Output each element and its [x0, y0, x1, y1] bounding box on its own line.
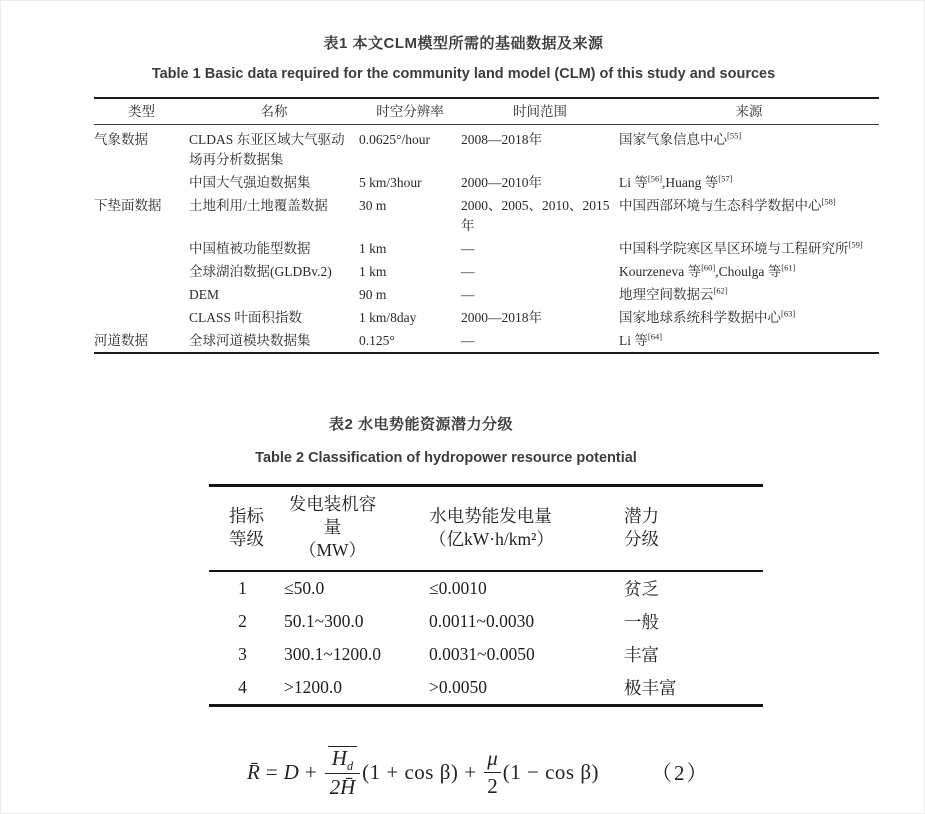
citation-ref: [59] [848, 239, 863, 250]
equals-sign: = [265, 759, 278, 784]
citation-ref: [55] [727, 130, 742, 141]
table-row [94, 194, 879, 237]
cell-capacity: >1200.0 [284, 677, 342, 697]
cell-generation: ≤0.0010 [429, 578, 487, 598]
table1-caption-zh: 表1 本文CLM模型所需的基础数据及来源 [323, 35, 604, 52]
cell-source: Kourzeneva 等[60],Choulga 等[61] [619, 262, 796, 279]
cell-name: 土地利用/土地覆盖数据 [189, 198, 328, 213]
cell-name: DEM [189, 287, 219, 302]
table-row [94, 306, 879, 329]
cell-source: 中国科学院寒区旱区环境与工程研究所[59] [619, 239, 863, 256]
cell-source: 国家地球系统科学数据中心[63] [619, 308, 796, 325]
fraction-bar [484, 772, 501, 773]
equation-2 [247, 739, 710, 805]
cell-resolution: 1 km/8day [359, 310, 417, 325]
citation-ref: [63] [781, 308, 796, 319]
cell-time-range: — [461, 264, 475, 279]
term-1-plus-cos-beta: (1 + cos β) [362, 759, 459, 784]
cell-name: 全球河道模块数据集 [189, 333, 311, 348]
cell-source: 国家气象信息中心[55] [619, 130, 742, 147]
cell-capacity: 50.1~300.0 [284, 611, 364, 631]
cell-potential: 一般 [624, 612, 659, 632]
cell-time-range: — [461, 241, 475, 256]
cell-resolution: 1 km [359, 264, 387, 279]
citation-ref: [58] [821, 196, 836, 207]
cell-resolution: 30 m [359, 198, 387, 213]
cell-capacity: 300.1~1200.0 [284, 644, 381, 664]
citation-ref: [60] [701, 262, 716, 273]
cell-time-range: — [461, 287, 475, 302]
cell-source: 中国西部环境与生态科学数据中心[58] [619, 196, 836, 213]
table1-header-type: 类型 [94, 98, 189, 125]
table-row [94, 260, 879, 283]
table1-header-source: 来源 [619, 98, 879, 125]
var-R-bar: R̄ [247, 759, 260, 784]
table2-header-row [209, 486, 763, 572]
cell-potential: 贫乏 [624, 579, 659, 599]
citation-ref: [64] [647, 331, 663, 342]
table2-header-capacity: 发电装机容量 （MW） [284, 486, 429, 572]
table-row [94, 237, 879, 260]
table1-header-resolution: 时空分辨率 [359, 98, 461, 125]
cell-source: Li 等[56],Huang 等[57] [619, 173, 733, 190]
cell-potential: 丰富 [624, 645, 659, 665]
cell-time-range: — [461, 333, 475, 348]
table1-basic-data [94, 97, 879, 354]
cell-grade: 3 [238, 644, 247, 664]
table-row [209, 671, 763, 706]
citation-ref: [62] [713, 285, 728, 296]
table2-header-grade: 指标 等级 [209, 486, 284, 572]
cell-type: 气象数据 [94, 132, 148, 147]
cell-type [94, 260, 189, 283]
cell-type [94, 237, 189, 260]
cell-resolution: 1 km [359, 241, 387, 256]
term-1-minus-cos-beta: (1 − cos β) [502, 759, 600, 784]
citation-ref: [57] [718, 173, 733, 184]
table2-header-generation: 水电势能发电量 （亿kW·h/km²） [429, 486, 624, 572]
cell-source: Li 等[64] [619, 331, 663, 348]
fraction-bar [325, 773, 360, 774]
cell-grade: 1 [238, 578, 247, 598]
cell-grade: 2 [238, 611, 247, 631]
table2-caption-zh: 表2 水电势能资源潜力分级 [328, 416, 513, 433]
equation-number: （2） [651, 761, 710, 785]
cell-generation: >0.0050 [429, 677, 487, 697]
table1-caption-en: Table 1 Basic data required for the community land model (CLM) of this study and sources [151, 66, 776, 82]
cell-grade: 4 [238, 677, 247, 697]
cell-name: CLASS 叶面积指数 [189, 310, 302, 325]
plus-sign: + [304, 759, 317, 784]
cell-name: 中国大气强迫数据集 [189, 175, 311, 190]
table-row [209, 605, 763, 638]
cell-time-range: 2008—2018年 [461, 132, 542, 147]
plus-sign: + [464, 759, 477, 784]
cell-resolution: 0.0625°/hour [359, 132, 431, 147]
cell-type [94, 283, 189, 306]
cell-type [94, 171, 189, 194]
table-row [209, 571, 763, 605]
cell-resolution: 5 km/3hour [359, 175, 422, 190]
cell-capacity: ≤50.0 [284, 578, 325, 598]
table-row [94, 171, 879, 194]
cell-time-range: 2000—2010年 [461, 175, 542, 190]
citation-ref: [61] [781, 262, 796, 273]
cell-type [94, 306, 189, 329]
cell-potential: 极丰富 [624, 678, 677, 698]
table-row [94, 125, 879, 172]
cell-source: 地理空间数据云[62] [619, 285, 728, 302]
var-D: D [283, 759, 299, 784]
cell-name: CLDAS 东亚区域大气驱动场再分析数据集 [189, 132, 345, 167]
cell-type: 下垫面数据 [94, 198, 162, 213]
table2-caption-en: Table 2 Classification of hydropower resource potential [255, 450, 637, 466]
cell-generation: 0.0011~0.0030 [429, 611, 535, 631]
fraction-mu-over-2: $\frac{\mu}{2}$ [484, 747, 501, 796]
table-row [209, 638, 763, 671]
fraction-Hd-over-2H: $\frac{H_d}{2H̄}$ [325, 746, 360, 797]
table1-header-row [94, 98, 879, 125]
cell-type: 河道数据 [94, 333, 148, 348]
cell-time-range: 2000—2018年 [461, 310, 542, 325]
table2-hydropower-classification [209, 484, 763, 707]
table2-header-potential: 潜力 分级 [624, 486, 763, 572]
table1-header-time-range: 时间范围 [461, 98, 619, 125]
citation-ref: [56] [647, 173, 663, 184]
cell-generation: 0.0031~0.0050 [429, 644, 535, 664]
cell-resolution: 90 m [359, 287, 387, 302]
table-row [94, 283, 879, 306]
table-row [94, 329, 879, 353]
cell-name: 中国植被功能型数据 [189, 241, 311, 256]
cell-name: 全球湖泊数据(GLDBv.2) [189, 264, 332, 279]
cell-resolution: 0.125° [359, 333, 395, 348]
table1-header-name: 名称 [189, 98, 359, 125]
cell-time-range: 2000、2005、2010、2015年 [461, 198, 610, 233]
